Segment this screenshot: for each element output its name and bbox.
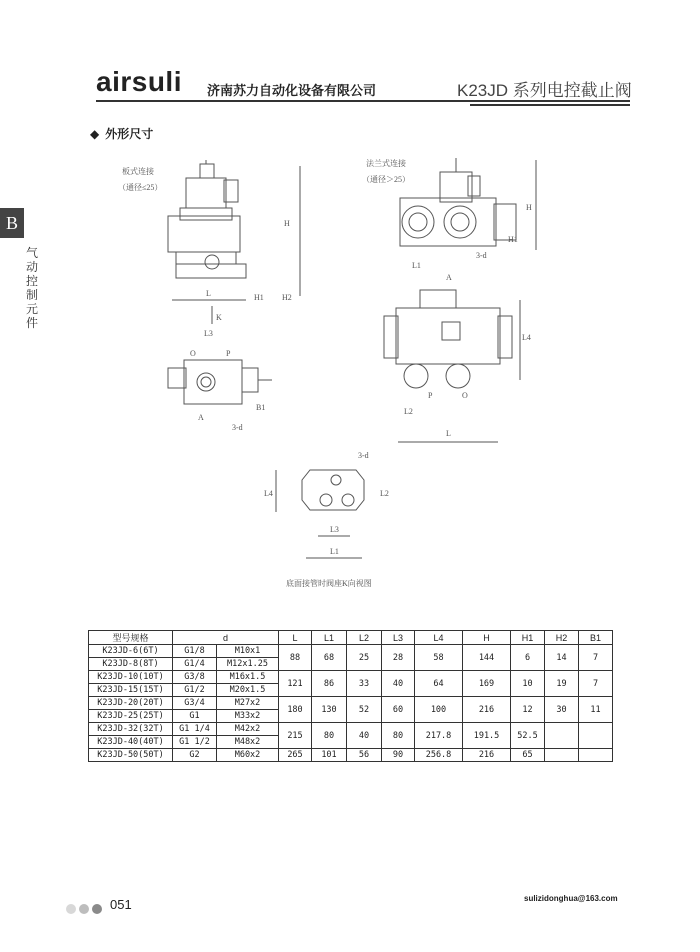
cell-d-pipe: G1 1/2 (173, 736, 217, 749)
header-model: 型号规格 (89, 631, 173, 645)
flange-connection-note: （通径＞25） (362, 175, 410, 184)
cell-d-pipe: G1 1/4 (173, 723, 217, 736)
dim-H2-label: H2 (282, 293, 292, 302)
port-O-flange-label: O (462, 391, 468, 400)
cell-model: K23JD-10(10T) (89, 671, 173, 684)
cell-model: K23JD-50(50T) (89, 749, 173, 762)
contact-email: sulizidonghua@163.com (524, 894, 618, 903)
cell-H1: 52.5 (511, 723, 545, 749)
dim-H1-label: H1 (254, 293, 264, 302)
cell-H2: 14 (545, 645, 579, 671)
header-L4: L4 (415, 631, 463, 645)
port-P-flange-label: P (428, 391, 433, 400)
cell-d-metric: M16x1.5 (217, 671, 279, 684)
header-L1: L1 (312, 631, 347, 645)
cell-H1: 6 (511, 645, 545, 671)
cell-L3: 60 (382, 697, 415, 723)
cell-L3: 90 (382, 749, 415, 762)
header-L: L (279, 631, 312, 645)
cell-L2: 56 (347, 749, 382, 762)
cell-L: 180 (279, 697, 312, 723)
cell-d-pipe: G1/4 (173, 658, 217, 671)
cell-H2: 19 (545, 671, 579, 697)
port-A-label: A (198, 413, 204, 422)
table-row (89, 645, 613, 658)
cell-H2: 30 (545, 697, 579, 723)
cell-L3: 80 (382, 723, 415, 749)
dimension-table (88, 630, 613, 762)
dim-L1-flange-label: L1 (412, 261, 421, 270)
footer-dots (66, 900, 105, 918)
flange-valve-top-view (384, 261, 531, 442)
dim-L2-bottom-label: L2 (380, 489, 389, 498)
header-H2: H2 (545, 631, 579, 645)
dim-L3-top-label: L3 (204, 329, 213, 338)
cell-L2: 40 (347, 723, 382, 749)
cell-L4: 58 (415, 645, 463, 671)
cell-d-pipe: G3/8 (173, 671, 217, 684)
cell-B1 (579, 723, 613, 749)
cell-H: 216 (463, 749, 511, 762)
page-number: 051 (110, 897, 132, 912)
cell-L: 215 (279, 723, 312, 749)
cell-model: K23JD-8(8T) (89, 658, 173, 671)
cell-H2 (545, 749, 579, 762)
brand-logo: airsuli (96, 66, 182, 97)
header-L2: L2 (347, 631, 382, 645)
port-O-label: O (190, 349, 196, 358)
cell-L2: 33 (347, 671, 382, 697)
header-d: d (173, 631, 279, 645)
cell-B1: 7 (579, 645, 613, 671)
cell-L1: 80 (312, 723, 347, 749)
cell-d-pipe: G3/4 (173, 697, 217, 710)
cell-H1: 65 (511, 749, 545, 762)
hole-3d-label: 3-d (232, 423, 243, 432)
cell-L1: 130 (312, 697, 347, 723)
table-row (89, 723, 613, 736)
cell-model: K23JD-20(20T) (89, 697, 173, 710)
cell-L4: 100 (415, 697, 463, 723)
cell-d-metric: M20x1.5 (217, 684, 279, 697)
dim-B1-label: B1 (256, 403, 266, 412)
cell-B1: 11 (579, 697, 613, 723)
table-row (89, 749, 613, 762)
cell-H1: 10 (511, 671, 545, 697)
hole-3d-flange-label: 3-d (476, 251, 487, 260)
diamond-bullet-icon: ◆ (90, 127, 100, 141)
cell-B1: 7 (579, 671, 613, 697)
cell-B1 (579, 749, 613, 762)
footer-dot-icon (66, 904, 76, 914)
cell-L4: 256.8 (415, 749, 463, 762)
hole-3d-bottom-label: 3-d (358, 451, 369, 460)
header-L3: L3 (382, 631, 415, 645)
dim-H1-flange-label: H1 (508, 235, 518, 244)
cell-H2 (545, 723, 579, 749)
header-H: H (463, 631, 511, 645)
table-row (89, 697, 613, 710)
header-B1: B1 (579, 631, 613, 645)
cell-H: 191.5 (463, 723, 511, 749)
dim-L4-flange-label: L4 (522, 333, 531, 342)
cell-H: 216 (463, 697, 511, 723)
cell-H1: 12 (511, 697, 545, 723)
dim-L-flange-label: L (446, 429, 451, 438)
cell-L2: 52 (347, 697, 382, 723)
dim-L4-bottom-label: L4 (264, 489, 273, 498)
plate-valve-side-view (168, 329, 272, 432)
dim-L1-bottom-label: L1 (330, 547, 339, 556)
cell-d-pipe: G2 (173, 749, 217, 762)
page-title: K23JD 系列电控截止阀 (457, 81, 632, 100)
port-P-label: P (226, 349, 231, 358)
table-header-row (89, 631, 613, 645)
cell-d-pipe: G1/2 (173, 684, 217, 697)
cell-d-metric: M10x1 (217, 645, 279, 658)
plate-connection-note: （通径≤25） (118, 183, 163, 192)
dim-L2-flange-label: L2 (404, 407, 413, 416)
cell-d-metric: M12x1.25 (217, 658, 279, 671)
header-H1: H1 (511, 631, 545, 645)
cell-d-metric: M33x2 (217, 710, 279, 723)
cell-d-metric: M60x2 (217, 749, 279, 762)
cell-d-metric: M27x2 (217, 697, 279, 710)
side-tab-letter: B (0, 208, 24, 238)
cell-L3: 28 (382, 645, 415, 671)
cell-d-pipe: G1 (173, 710, 217, 723)
flange-connection-label: 法兰式连接 (366, 159, 406, 168)
cell-d-pipe: G1/8 (173, 645, 217, 658)
dim-H-flange-label: H (526, 203, 532, 212)
cell-L: 121 (279, 671, 312, 697)
cell-L2: 25 (347, 645, 382, 671)
cell-L3: 40 (382, 671, 415, 697)
cell-H: 144 (463, 645, 511, 671)
cell-L: 265 (279, 749, 312, 762)
bottom-view-caption: 底面接管时阀座K向视图 (286, 579, 372, 588)
cell-model: K23JD-6(6T) (89, 645, 173, 658)
cell-d-metric: M48x2 (217, 736, 279, 749)
dim-H-label: H (284, 219, 290, 228)
footer-dot-icon (92, 904, 102, 914)
valve-seat-bottom-view (264, 451, 389, 558)
cell-L4: 64 (415, 671, 463, 697)
flange-valve-front-view (362, 158, 536, 260)
cell-L4: 217.8 (415, 723, 463, 749)
dim-L-label: L (206, 289, 211, 298)
cell-model: K23JD-40(40T) (89, 736, 173, 749)
cell-L1: 68 (312, 645, 347, 671)
cell-model: K23JD-25(25T) (89, 710, 173, 723)
cell-H: 169 (463, 671, 511, 697)
cell-L: 88 (279, 645, 312, 671)
cell-L1: 86 (312, 671, 347, 697)
section-title: 外形尺寸 (105, 127, 154, 141)
dim-K-label: K (216, 313, 222, 322)
port-A-flange-label: A (446, 273, 452, 282)
table-row (89, 671, 613, 684)
side-tab-label: 气动控制元件 (26, 246, 39, 330)
plate-valve-front-view (118, 160, 300, 324)
footer-dot-icon (79, 904, 89, 914)
company-name: 济南苏力自动化设备有限公司 (207, 83, 377, 98)
dim-L3-bottom-label: L3 (330, 525, 339, 534)
cell-L1: 101 (312, 749, 347, 762)
cell-d-metric: M42x2 (217, 723, 279, 736)
cell-model: K23JD-32(32T) (89, 723, 173, 736)
plate-connection-label: 板式连接 (122, 167, 154, 176)
cell-model: K23JD-15(15T) (89, 684, 173, 697)
